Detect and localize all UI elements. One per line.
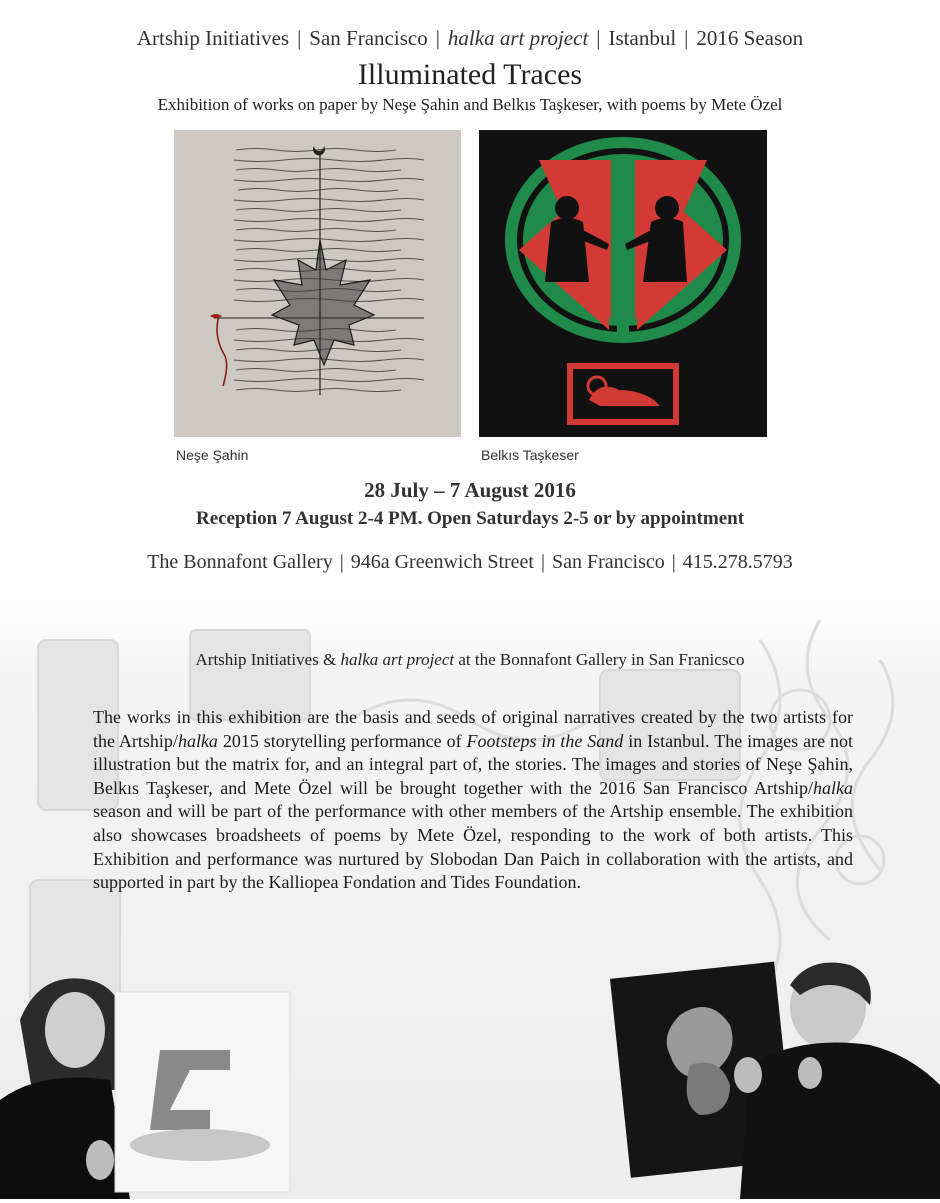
- artwork-left: [174, 130, 461, 437]
- caption-left: Neşe Şahin: [176, 447, 249, 463]
- header-line: [0, 26, 940, 51]
- reception-info: Reception 7 August 2-4 PM. Open Saturdays 2-5 or by appointment: [195, 508, 745, 529]
- artist-left-photo: [0, 960, 300, 1199]
- presenters-line: [0, 650, 940, 670]
- exhibition-title: Illuminated Traces: [357, 58, 583, 91]
- description-part-2: 2015 storytelling performance of: [217, 730, 467, 751]
- header-separator: |: [297, 26, 302, 50]
- header-separator: |: [435, 26, 440, 50]
- presenters-project: halka art project: [340, 650, 455, 669]
- gallery-separator: |: [540, 551, 545, 573]
- description-halka-1: halka: [177, 730, 218, 751]
- exhibition-subtitle: Exhibition of works on paper by Neşe Şahin and Belkıs Taşkeser, with poems by Mete Özel: [157, 95, 783, 114]
- presenters-before: Artship Initiatives &: [195, 650, 341, 669]
- gallery-phone: 415.278.5793: [682, 551, 793, 573]
- exhibition-dates: 28 July – 7 August 2016: [364, 478, 576, 502]
- artwork-right: [479, 130, 767, 437]
- description-part-1: The works in this exhibition are the basis and seeds of original narratives created by the two artists for the Artship/: [93, 707, 853, 751]
- description-performance-title: Footsteps in the Sand: [466, 730, 624, 751]
- gallery-city: San Francisco: [552, 551, 665, 573]
- header-city: San Francisco: [309, 26, 428, 50]
- exhibition-description: [93, 706, 853, 895]
- gallery-separator: |: [671, 551, 676, 573]
- header-partner-city: Istanbul: [608, 26, 677, 50]
- two-figures-print: [479, 130, 767, 437]
- header-season: 2016 Season: [696, 26, 804, 50]
- artist-right-photo: [600, 955, 940, 1199]
- gallery-name: The Bonnafont Gallery: [147, 551, 333, 573]
- header-project: halka art project: [447, 26, 589, 50]
- gallery-street: 946a Greenwich Street: [350, 551, 534, 573]
- photo-artist-left: [0, 960, 300, 1199]
- presenters-after: at the Bonnafont Gallery in San Franicsco: [454, 650, 745, 669]
- description-part-4: season and will be part of the performance with other members of the Artship ensemble. The exhibition also showcases broadsheets of poems by Mete Özel, responding to the work of both artists. This Exhibition and performance was nurtured by Slobodan Dan Paich in collaboration with the artists, and supported in part by the Kalliopea Fondation and Tides Foundation.: [93, 801, 853, 893]
- caption-right: Belkıs Taşkeser: [481, 447, 579, 463]
- header-separator: |: [684, 26, 689, 50]
- header-org: Artship Initiatives: [136, 26, 290, 50]
- gallery-address-line: [0, 551, 940, 574]
- manuscript-leaf-drawing: [174, 130, 461, 437]
- photo-artist-right: [600, 955, 940, 1199]
- description-halka-2: halka: [813, 777, 853, 798]
- description-part-3: in Istanbul. The images are not illustration but the matrix for, and an integral part of, the stories. The images and stories of Neşe Şahin, Belkıs Taşkeser, and Mete Özel will be brought together with the 2016 San Francisco Artship/: [93, 730, 854, 798]
- header-separator: |: [596, 26, 601, 50]
- gallery-separator: |: [339, 551, 344, 573]
